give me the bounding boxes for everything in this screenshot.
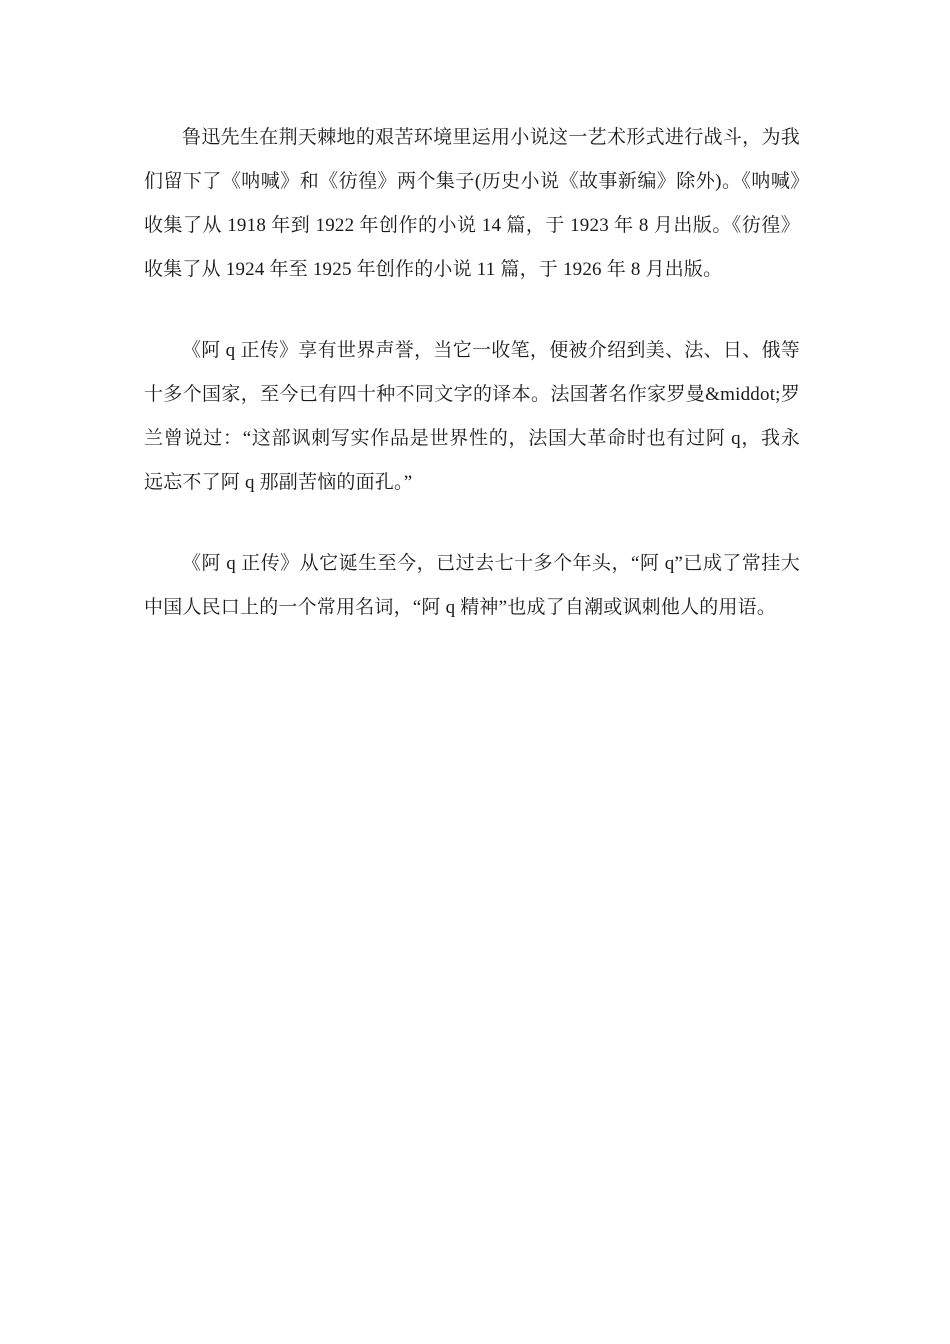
paragraph-1: 鲁迅先生在荆天棘地的艰苦环境里运用小说这一艺术形式进行战斗，为我们留下了《呐喊》和《彷徨》两个集子(历史小说《故事新编》除外)。《呐喊》收集了从 1918 年到 1922 年创作的小说 14 篇，于 1923 年 8 月出版。《彷徨》收集了从 1924 年至 1925 年创作的小说 11 篇，于 1926 年 8 月出版。 bbox=[144, 127, 800, 280]
paragraph-3: 《阿 q 正传》从它诞生至今，已过去七十多个年头，“阿 q”已成了常挂大中国人民口上的一个常用名词，“阿 q 精神”也成了自潮或讽刺他人的用语。 bbox=[144, 553, 800, 618]
paragraph-2: 《阿 q 正传》享有世界声誉，当它一收笔，便被介绍到美、法、日、俄等十多个国家，至今已有四十种不同文字的译本。法国著名作家罗曼&middot;罗兰曾说过：“这部讽刺写实作品是世界性的，法国大革命时也有过阿 q，我永远忘不了阿 q 那副苦恼的面孔。” bbox=[144, 340, 800, 493]
document-body bbox=[144, 116, 800, 630]
